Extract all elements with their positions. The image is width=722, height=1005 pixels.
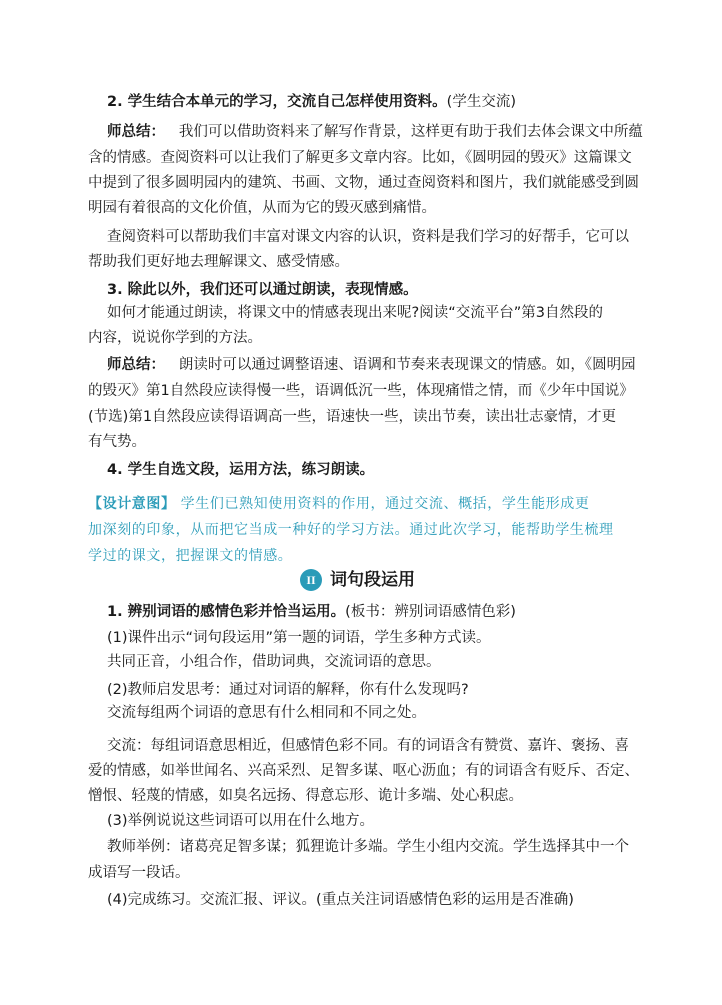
paragraph-line: (1)课件出示“词句段运用”第一题的词语，学生多种方式读。 [107,630,491,646]
section-heading [0,568,722,594]
paragraph-line: 憎恨、轻蔑的情感，如臭名远扬、得意忘形、诡计多端、处心积虑。 [88,788,523,804]
paragraph-line: 交流每组两个词语的意思有什么相同和不同之处。 [107,705,426,721]
paragraph-line: (4)完成练习。交流汇报、评议。(重点关注词语感情色彩的运用是否准确) [107,892,574,908]
paragraph-line: 帮助我们更好地去理解课文、感受情感。 [88,254,349,270]
paragraph-line: (2)教师启发思考：通过对词语的解释，你有什么发现吗? [107,682,469,698]
paragraph-line: 有气势。 [88,434,146,450]
paragraph-line: 共同正音，小组合作，借助词典，交流词语的意思。 [107,654,441,670]
section-number-badge: II [300,569,322,591]
step-3-line: 3. 除此以外，我们还可以通过朗读，表现情感。 [107,282,418,298]
paragraph-line: 明园有着很高的文化价值，从而为它的毁灭感到痛惜。 [88,200,436,216]
paragraph-line: 教师举例：诸葛亮足智多谋；狐狸诡计多端。学生小组内交流。学生选择其中一个 [107,839,629,855]
paragraph-line: 成语写一段话。 [88,865,190,881]
design-intent-line: 学过的课文，把握课文的情感。 [88,548,293,564]
paragraph-line: 的毁灭》第1自然段应读得慢一些，语调低沉一些，体现痛惜之情，而《少年中国说》 [88,383,634,399]
step-1-line: 1. 辨别词语的感情色彩并恰当运用。(板书：辨别词语感情色彩) [107,604,516,620]
paragraph-line: 如何才能通过朗读，将课文中的情感表现出来呢?阅读“交流平台”第3自然段的 [107,305,603,321]
paragraph-line: (3)举例说说这些词语可以用在什么地方。 [107,813,375,829]
paragraph-line: 交流：每组词语意思相近，但感情色彩不同。有的词语含有赞赏、嘉许、褒扬、喜 [107,738,629,754]
paragraph-line: 查阅资料可以帮助我们丰富对课文内容的认识，资料是我们学习的好帮手，它可以 [107,229,629,245]
teacher-summary-1-line1: 师总结： 我们可以借助资料来了解写作背景，这样更有助于我们去体会课文中所蕴 [107,124,643,140]
step-4-line: 4. 学生自选文段，运用方法，练习朗读。 [107,462,375,478]
paragraph-line: (节选)第1自然段应读得语调高一些，语速快一些，读出节奏，读出壮志豪情，才更 [88,409,617,425]
teacher-summary-2-line1: 师总结： 朗读时可以通过调整语速、语调和节奏来表现课文的情感。如，《圆明园 [107,357,636,373]
design-intent-line1: 【设计意图】 学生们已熟知使用资料的作用，通过交流、概括，学生能形成更 [88,496,590,512]
step-2-line: 2. 学生结合本单元的学习，交流自己怎样使用资料。(学生交流) [107,94,516,110]
paragraph-line: 内容，说说你学到的方法。 [88,330,262,346]
design-intent-line: 加深刻的印象，从而把它当成一种好的学习方法。通过此次学习，能帮助学生梳理 [88,522,614,538]
paragraph-line: 中提到了很多圆明园内的建筑、书画、文物，通过查阅资料和图片，我们就能感受到圆 [88,175,639,191]
section-title: 词句段运用 [330,570,415,590]
paragraph-line: 含的情感。查阅资料可以让我们了解更多文章内容。比如，《圆明园的毁灭》这篇课文 [88,150,632,166]
paragraph-line: 爱的情感，如举世闻名、兴高采烈、足智多谋、呕心沥血；有的词语含有贬斥、否定、 [88,763,639,779]
